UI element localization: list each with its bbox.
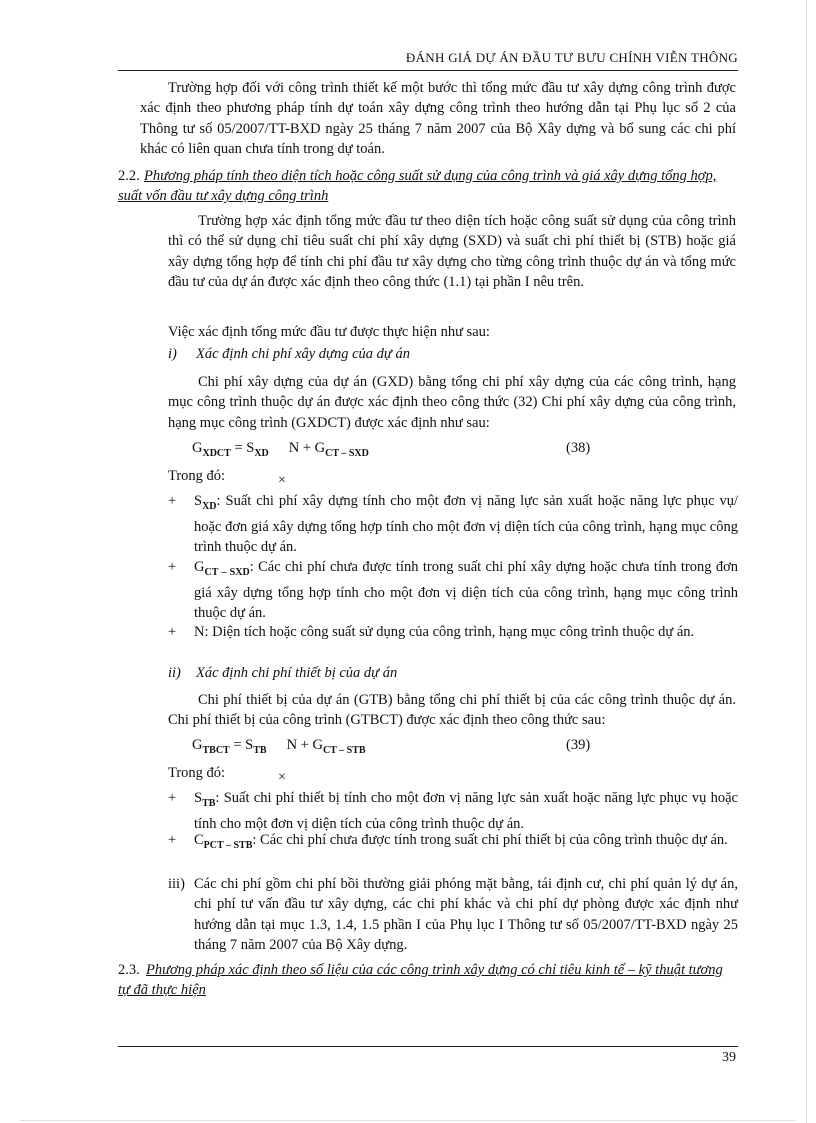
item-number: ii): [168, 665, 181, 681]
times-symbol: ×: [278, 770, 286, 785]
trong-do-label-2: Trong đó:: [168, 765, 226, 781]
footer-rule: [118, 1046, 738, 1047]
item-ii-heading: [168, 665, 397, 682]
bullet-stb: + $S_{TB}$: Suất chi phí thiết bị tính cho một đơn vị năng lực sản xuất hoặc năng lực phục vụ hoặc tính cho một đơn vị diện tích của công trình thuộc dự án.: [168, 790, 738, 833]
bottom-dotted-line: [20, 1120, 796, 1121]
section-number: 2.2.: [118, 168, 140, 184]
item-i-paragraph: Chi phí xây dựng của dự án (GXD) bằng tổng chi phí xây dựng của các công trình, hạng mục công trình thuộc dự án được xác định theo công thức (32) Chi phí xây dựng của công trình, hạng mục công trình (GXDCT) được xác định như sau:: [168, 374, 736, 431]
intro-paragraph: Trường hợp đối với công trình thiết kế một bước thì tổng mức đầu tư xây dựng công trình được xác định theo phương pháp tính dự toán xây dựng công trình theo hướng dẫn tại Phụ lục số 2 của Thông tư số 05/2007/TT-BXD ngày 25 tháng 7 năm 2007 của Bộ Xây dựng và bổ sung các chi phí khác có liên quan chưa tính trong dự toán.: [140, 80, 736, 157]
section-2-2-heading: [118, 166, 738, 206]
item-number: i): [168, 346, 177, 362]
item-iii: iii) Các chi phí gồm chi phí bồi thường giải phóng mặt bằng, tái định cư, chi phí quản lý dự án, chi phí tư vấn đầu tư xây dựng, các chi phí khác và chi phí dự phòng được xác định như hướng dẫn tại mục 1.3, 1.4, 1.5 phần I của Phụ lục I Thông tư số 05/2007/TT-BXD ngày 25 tháng 7 năm 2007 của Bộ Xây dựng.: [168, 876, 738, 953]
formula-38: $G_{XDCT} = S_{XD}$ $N + G_{CT - SXD}$: [192, 440, 369, 459]
item-i-heading: [168, 346, 410, 363]
bullet-gct-sxd: + $G_{CT - SXD}$: Các chi phí chưa được tính trong suất chi phí xây dựng hoặc chưa tính trong đơn giá xây dựng tổng hợp tính cho một đơn vị diện tích của công trình, hạng mục công trình thuộc dự án.: [168, 559, 738, 622]
equation-number-39: (39): [566, 737, 591, 753]
bullet-cpct-stb: + $C_{PCT - STB}$: Các chi phí chưa được tính trong suất chi phí thiết bị của công trình thuộc dự án.: [168, 832, 728, 851]
item-ii-paragraph: Chi phí thiết bị của dự án (GTB) bằng tổng chi phí thiết bị của các công trình thuộc dự án. Chi phí thiết bị của công trình (GTBCT) được xác định theo công thức sau:: [168, 692, 736, 729]
running-header: ĐÁNH GIÁ DỰ ÁN ĐẦU TƯ BƯU CHÍNH VIỄN THÔNG: [405, 50, 738, 65]
header-rule: [118, 70, 738, 71]
page-edge-line: [806, 0, 807, 1123]
item-title: Xác định chi phí thiết bị của dự án: [196, 665, 398, 681]
section-2-3-heading: [118, 960, 738, 1000]
equation-number-38: (38): [566, 440, 591, 456]
formula-39: $G_{TBCT} = S_{TB}$ $N + G_{CT - STB}$: [192, 737, 366, 756]
section-title: Phương pháp tính theo diện tích hoặc công suất sử dụng của công trình và giá xây dựng tổng hợp, suất vốn đầu tư xây dựng công trình: [118, 168, 717, 204]
bullet-sxd: + $S_{XD}$: Suất chi phí xây dựng tính cho một đơn vị năng lực sản xuất hoặc năng lực phục vụ/ hoặc đơn giá xây dựng tổng hợp tính cho một đơn vị diện tích của công trình, hạng mục công trình thuộc dự án.: [168, 493, 738, 556]
page-number: 39: [722, 1050, 736, 1065]
section-title: Phương pháp xác định theo số liệu của các công trình xây dựng có chỉ tiêu kinh tế – kỹ thuật tương tự đã thực hiện: [118, 962, 723, 998]
times-symbol: ×: [278, 473, 286, 488]
section-number: 2.3.: [118, 962, 140, 978]
trong-do-label-1: Trong đó:: [168, 468, 226, 484]
item-title: Xác định chi phí xây dựng của dự án: [196, 346, 410, 362]
section-2-2-intro-line: Việc xác định tổng mức đầu tư được thực hiện như sau:: [168, 324, 490, 340]
section-2-2-paragraph: Trường hợp xác định tổng mức đầu tư theo diện tích hoặc công suất sử dụng của công trình thì có thể sử dụng chỉ tiêu suất chi phí xây dựng (SXD) và suất chi phí thiết bị (STB) hoặc giá xây dựng tổng hợp để tính chi phí đầu tư xây dựng cho từng công trình thuộc dự án và tổng mức đầu tư của dự án được xác định theo công thức (1.1) tại phần I nêu trên.: [168, 213, 736, 290]
bullet-n: + N: Diện tích hoặc công suất sử dụng của công trình, hạng mục công trình thuộc dự án.: [168, 624, 695, 640]
